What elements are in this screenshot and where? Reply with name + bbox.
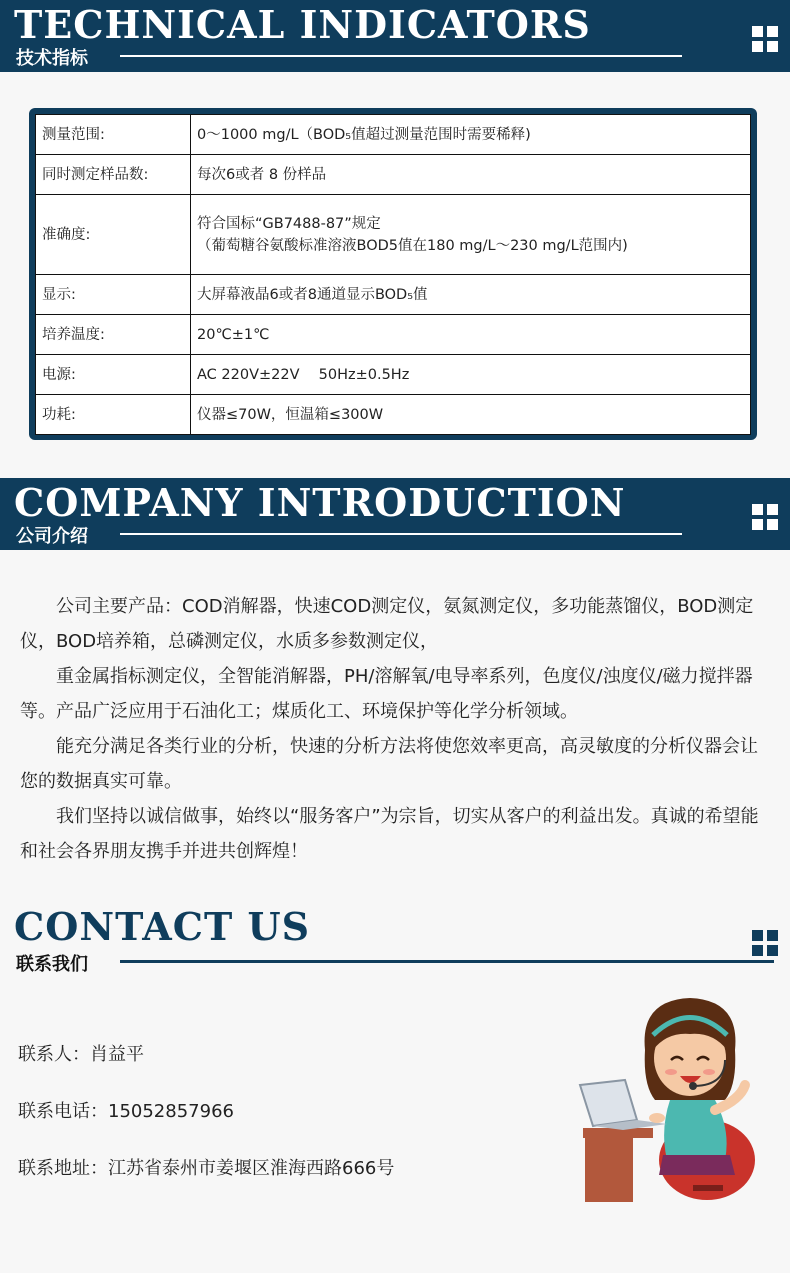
intro-paragraph: 我们坚持以诚信做事，始终以“服务客户”为宗旨，切实从客户的利益出发。真诚的希望能和社会各界朋友携手并进共创辉煌！	[20, 806, 759, 862]
spec-value: AC 220V±22V 50Hz±0.5Hz	[191, 355, 751, 395]
spec-label: 准确度:	[36, 195, 191, 275]
spec-table-frame	[29, 108, 757, 440]
spec-label: 培养温度:	[36, 315, 191, 355]
banner-divider	[120, 533, 682, 535]
spec-value: 大屏幕液晶6或者8通道显示BOD₅值	[191, 275, 751, 315]
technical-banner	[0, 0, 790, 72]
intro-paragraph: 能充分满足各类行业的分析，快速的分析方法将使您效率更高，高灵敏度的分析仪器会让您的数据真实可靠。	[20, 736, 758, 792]
intro-paragraph: 重金属指标测定仪，全智能消解器，PH/溶解氧/电导率系列，色度仪/浊度仪/磁力搅拌器等。产品广泛应用于石油化工；煤质化工、环境保护等化学分析领域。	[20, 666, 753, 722]
table-row	[36, 355, 751, 395]
grid-icon	[752, 504, 778, 530]
spec-value: 每次6或者 8 份样品	[191, 155, 751, 195]
table-row	[36, 315, 751, 355]
intro-paragraph: 公司主要产品：COD消解器，快速COD测定仪，氨氮测定仪，多功能蒸馏仪，BOD测定仪，BOD培养箱，总磷测定仪，水质多参数测定仪，	[20, 596, 754, 652]
spec-label: 同时测定样品数:	[36, 155, 191, 195]
spec-table	[35, 114, 751, 435]
laptop-icon	[580, 1080, 637, 1126]
company-banner	[0, 478, 790, 550]
table-row	[36, 275, 751, 315]
customer-service-illustration	[575, 990, 775, 1205]
spec-value-line2: （葡萄糖谷氨酸标准溶液BOD5值在180 mg/L～230 mg/L范围内)	[197, 237, 628, 254]
spec-value: 0～1000 mg/L（BOD₅值超过测量范围时需要稀释)	[191, 115, 751, 155]
contact-title-en: CONTACT US	[14, 904, 311, 949]
table-row	[36, 115, 751, 155]
spec-label: 电源:	[36, 355, 191, 395]
spec-value-line1: 符合国标“GB7488-87”规定	[197, 215, 381, 232]
company-title-cn: 公司介绍	[16, 526, 88, 547]
grid-icon	[752, 26, 778, 52]
contact-phone[interactable]: 联系电话：15052857966	[18, 1101, 234, 1122]
table-row	[36, 155, 751, 195]
table-row	[36, 395, 751, 435]
contact-person: 联系人：肖益平	[18, 1044, 144, 1065]
contact-divider	[120, 960, 774, 963]
desk-icon	[585, 1138, 633, 1202]
technical-title-cn: 技术指标	[16, 48, 88, 69]
contact-title-cn: 联系我们	[16, 954, 88, 975]
table-row	[36, 195, 751, 275]
spec-label: 显示:	[36, 275, 191, 315]
spec-value	[191, 195, 751, 275]
banner-divider	[120, 55, 682, 57]
technical-title-en: TECHNICAL INDICATORS	[14, 2, 591, 47]
spec-label: 测量范围:	[36, 115, 191, 155]
grid-icon	[752, 930, 778, 956]
contact-address: 联系地址：江苏省泰州市姜堰区淮海西路666号	[18, 1158, 395, 1179]
spec-label: 功耗:	[36, 395, 191, 435]
company-title-en: COMPANY INTRODUCTION	[14, 480, 626, 525]
spec-value: 仪器≤70W，恒温箱≤300W	[191, 395, 751, 435]
spec-value: 20℃±1℃	[191, 315, 751, 355]
